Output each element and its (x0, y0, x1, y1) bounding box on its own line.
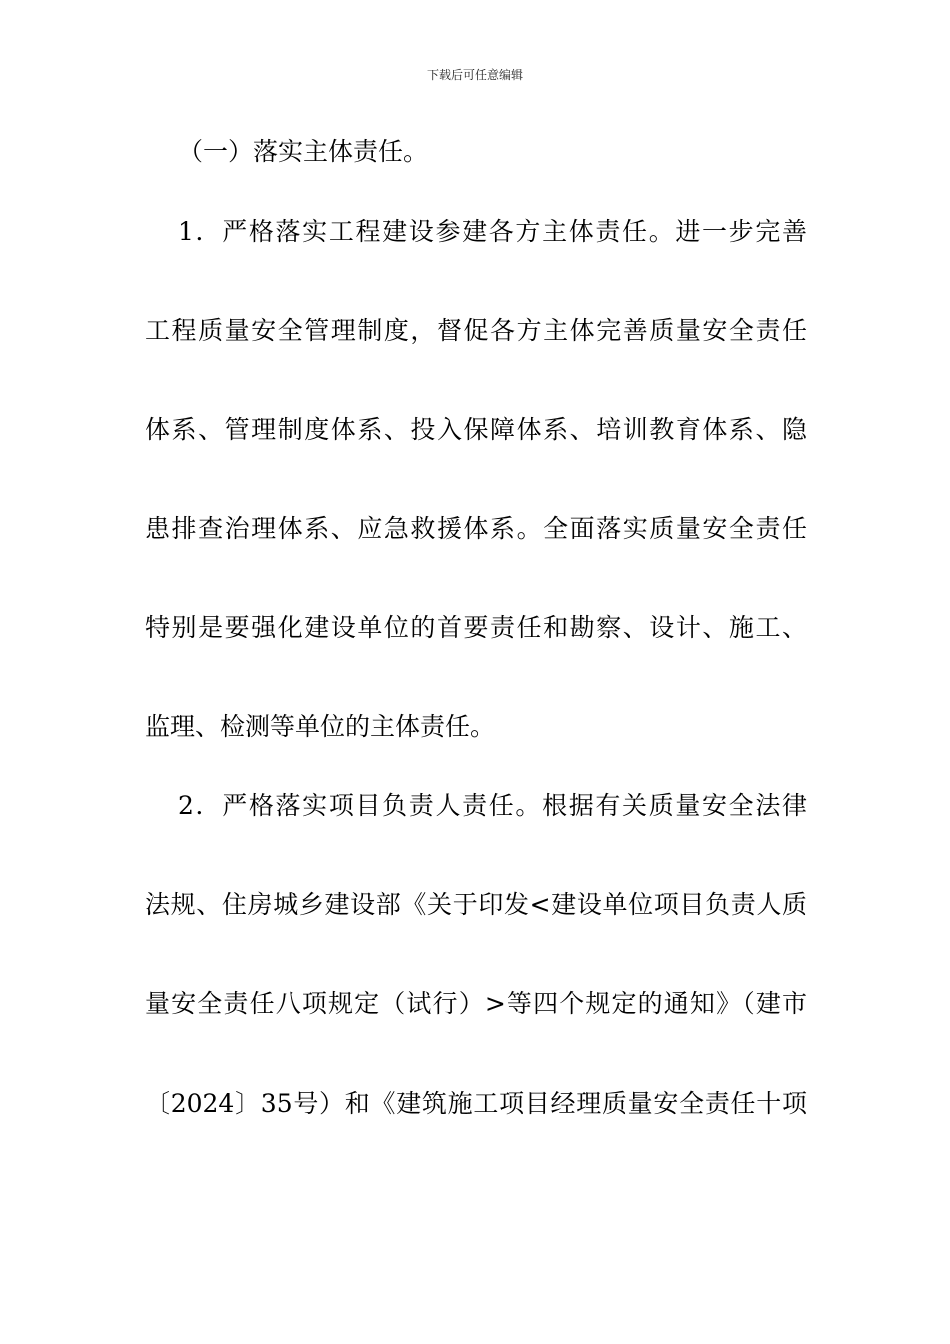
paragraph-line: 量安全责任八项规定（试行）>等四个规定的通知》（建市 (145, 989, 807, 1018)
paragraph-line: 监理、检测等单位的主体责任。 (145, 712, 496, 741)
paragraph-line: 体系、管理制度体系、投入保障体系、培训教育体系、隐 (145, 415, 807, 444)
paragraph-line: 法规、住房城乡建设部《关于印发<建设单位项目负责人质 (145, 890, 807, 919)
paragraph-line: 2．严格落实项目负责人责任。根据有关质量安全法律 (178, 791, 807, 820)
paragraph-line: 患排查治理体系、应急救援体系。全面落实质量安全责任 (145, 514, 807, 543)
paragraph-line: 特别是要强化建设单位的首要责任和勘察、设计、施工、 (145, 613, 807, 642)
header-note: 下载后可任意编辑 (426, 68, 523, 82)
paragraph-line: 工程质量安全管理制度，督促各方主体完善质量安全责任 (145, 316, 807, 345)
section-heading: （一）落实主体责任。 (178, 137, 429, 166)
paragraph-line: 〔2024〕35号）和《建筑施工项目经理质量安全责任十项 (145, 1089, 807, 1118)
paragraph-line: 1．严格落实工程建设参建各方主体责任。进一步完善 (178, 217, 807, 246)
